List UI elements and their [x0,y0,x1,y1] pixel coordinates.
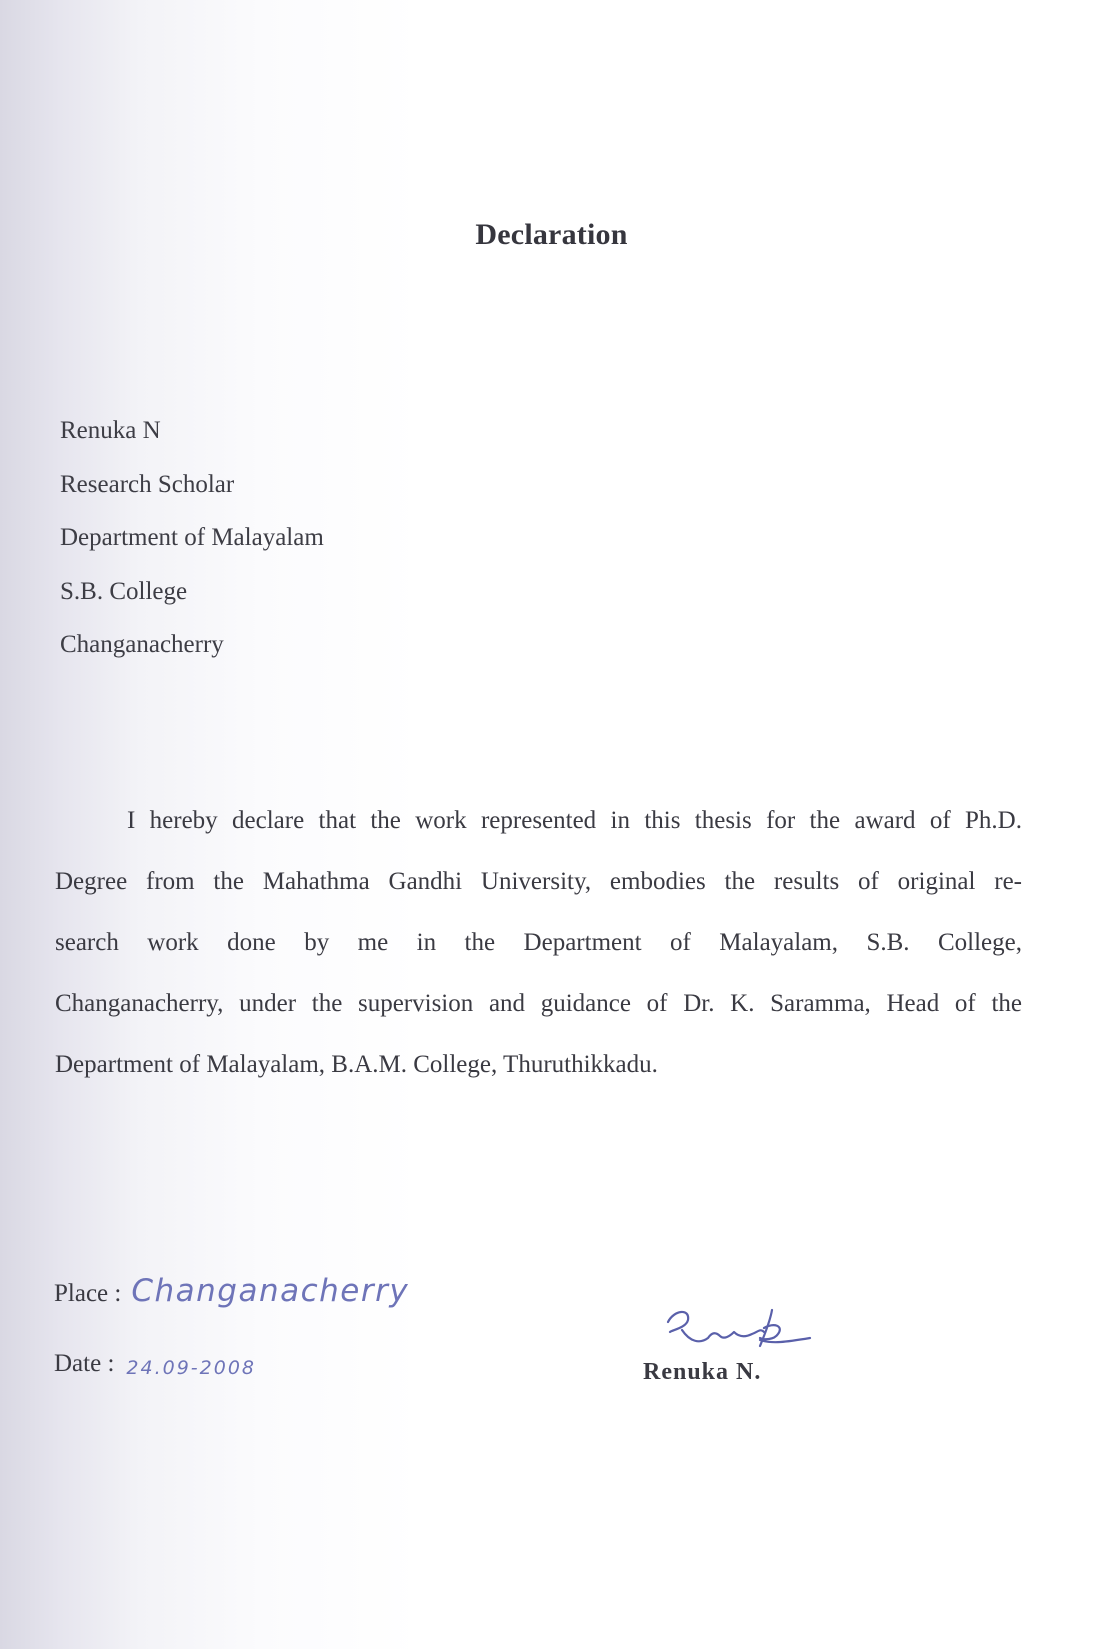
author-college: S.B. College [60,577,188,605]
handwritten-signature [660,1302,820,1357]
signer-name: Renuka N. [643,1359,762,1385]
paragraph-line: Department of Malayalam, B.A.M. College, Thuruthikkadu. [55,1051,658,1078]
paragraph-line: I hereby declare that the work represented in this thesis for the award of Ph.D. [127,807,1022,834]
paragraph-line: Changanacherry, under the supervision and guidance of Dr. K. Saramma, Head of the [55,990,1022,1017]
paragraph-line: Degree from the Mahathma Gandhi University, embodies the results of original re- [55,868,1022,895]
place-handwritten-value: Changanacherry [131,1273,410,1309]
declaration-paragraph [55,790,1022,1095]
paragraph-line: search work done by me in the Department of Malayalam, S.B. College, [55,929,1022,956]
author-department: Department of Malayalam [60,524,324,551]
date-field [54,1350,256,1378]
page-title: Declaration [475,218,628,251]
author-name: Renuka N [60,417,161,444]
author-address-block [60,404,324,672]
author-city: Changanacherry [60,631,224,658]
place-field [54,1273,409,1309]
place-label: Place : [54,1280,122,1307]
date-label: Date : [54,1350,115,1377]
date-handwritten-value: 24.09-2008 [126,1357,256,1379]
author-position: Research Scholar [60,470,235,498]
